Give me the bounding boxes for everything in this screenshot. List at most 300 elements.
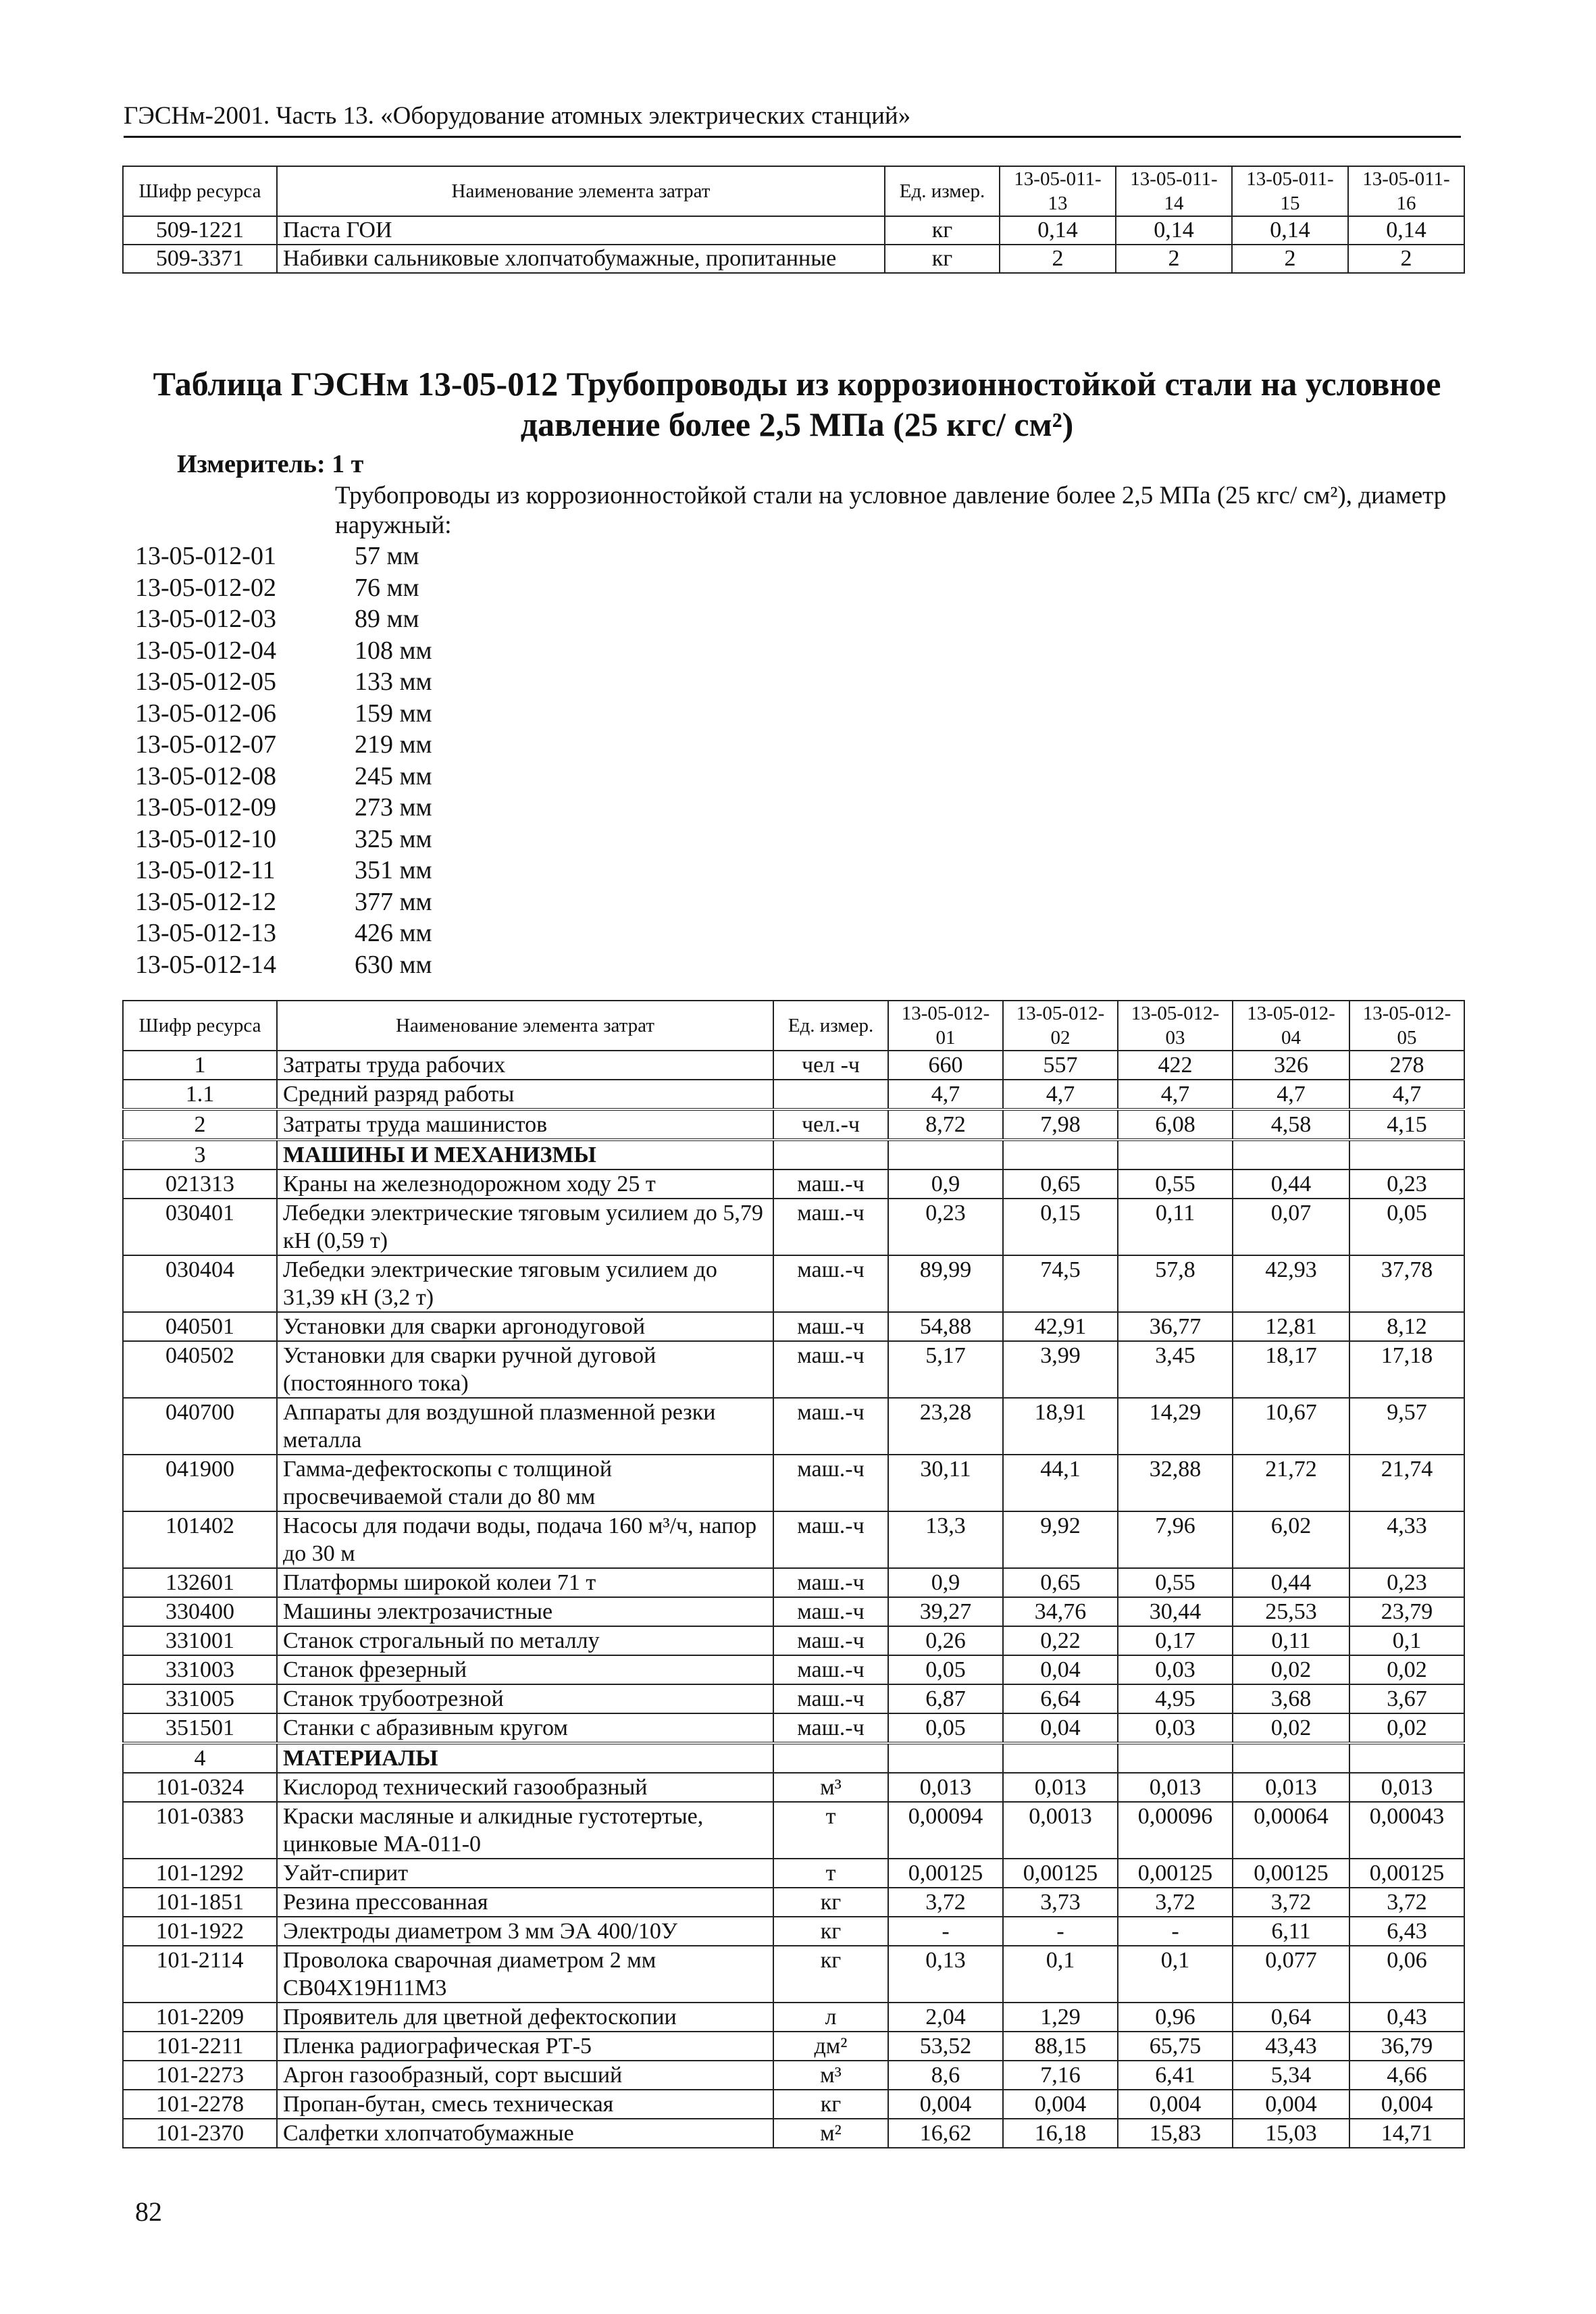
resource-value: 15,83 [1118,2119,1233,2148]
resource-value: 42,91 [1003,1312,1118,1341]
resource-unit: кг [773,1888,888,1917]
resource-code: 101-0324 [123,1773,277,1802]
resource-value: 5,34 [1233,2061,1349,2090]
pipe-diameter: 630 мм [355,950,432,979]
resource-value [888,1140,1003,1169]
resource-value: 0,14 [1116,216,1232,245]
pipe-diameter: 219 мм [355,730,432,759]
code-list-item [135,603,432,635]
col-header-value: 13-05-012-04 [1233,1001,1349,1051]
resource-value: 0,004 [1003,2090,1118,2119]
resource-value: 0,1 [1349,1626,1464,1655]
pipe-diameter: 89 мм [355,605,419,633]
table-row [123,245,1464,273]
resource-name: Пропан-бутан, смесь техническая [277,2090,773,2119]
resource-code: 509-3371 [123,245,277,273]
resource-value: 7,16 [1003,2061,1118,2090]
resource-value: 0,00125 [1118,1859,1233,1888]
table-row [123,216,1464,245]
resource-value: 3,67 [1349,1684,1464,1713]
resource-code: 101-1292 [123,1859,277,1888]
resource-value: 2 [1232,245,1348,273]
col-header-value: 13-05-011-16 [1348,166,1464,216]
resource-value: 422 [1118,1051,1233,1080]
resource-value [1233,1140,1349,1169]
resource-name: Гамма-дефектоскопы с толщиной просвечиваемой стали до 80 мм [277,1455,773,1511]
resource-name: Аргон газообразный, сорт высший [277,2061,773,2090]
col-header-value: 13-05-011-13 [1000,166,1116,216]
code-list-item [135,666,432,698]
resource-name: Машины электрозачистные [277,1597,773,1626]
resource-unit: маш.-ч [773,1455,888,1511]
resource-value: 13,3 [888,1511,1003,1568]
resource-value: 0,44 [1233,1568,1349,1597]
resource-value: 0,07 [1233,1199,1349,1255]
resource-value: 0,013 [1003,1773,1118,1802]
resource-value: 12,81 [1233,1312,1349,1341]
resource-unit: кг [885,245,1000,273]
resource-name: Лебедки электрические тяговым усилием до 5,79 кН (0,59 т) [277,1199,773,1255]
norm-code: 13-05-012-07 [135,730,276,759]
code-list-item [135,540,432,572]
resource-value: 0,02 [1349,1655,1464,1684]
resource-unit: маш.-ч [773,1713,888,1743]
resource-value: 0,00064 [1233,1802,1349,1859]
pipe-diameter: 133 мм [355,668,432,696]
col-header-code: Шифр ресурса [123,166,277,216]
resource-unit: маш.-ч [773,1684,888,1713]
resource-value: - [1003,1917,1118,1946]
resource-value: 17,18 [1349,1341,1464,1398]
resource-unit: маш.-ч [773,1199,888,1255]
resource-value: 0,9 [888,1568,1003,1597]
resource-value: 36,79 [1349,2032,1464,2061]
resource-value: 3,45 [1118,1341,1233,1398]
resource-value: 8,6 [888,2061,1003,2090]
resource-value: 4,15 [1349,1109,1464,1140]
resource-table [122,1000,1465,2148]
resource-name: МАШИНЫ И МЕХАНИЗМЫ [277,1140,773,1169]
resource-value: 0,43 [1349,2003,1464,2032]
resource-unit: чел -ч [773,1051,888,1080]
resource-value: 74,5 [1003,1255,1118,1312]
resource-unit: маш.-ч [773,1511,888,1568]
resource-unit: кг [773,1946,888,2003]
resource-name: Краны на железнодорожном ходу 25 т [277,1169,773,1199]
table-row [123,1051,1464,1080]
resource-value: 0,14 [1348,216,1464,245]
resource-value: 8,72 [888,1109,1003,1140]
resource-name: Станок трубоотрезной [277,1684,773,1713]
resource-value: 88,15 [1003,2032,1118,2061]
resource-value: 6,11 [1233,1917,1349,1946]
resource-value: 0,26 [888,1626,1003,1655]
resource-value: 4,7 [1118,1080,1233,1109]
pipe-diameter: 426 мм [355,919,432,947]
code-list-item [135,824,432,855]
resource-value: 0,11 [1233,1626,1349,1655]
resource-value: 326 [1233,1051,1349,1080]
resource-value: 0,00125 [1003,1859,1118,1888]
code-list-item [135,698,432,730]
resource-value: 0,00043 [1349,1802,1464,1859]
table-row [123,1773,1464,1802]
resource-code: 101-2278 [123,2090,277,2119]
table-row [123,1398,1464,1455]
resource-unit: маш.-ч [773,1597,888,1626]
resource-value: 0,013 [1118,1773,1233,1802]
resource-name: Резина прессованная [277,1888,773,1917]
resource-value: 0,23 [888,1199,1003,1255]
resource-name: Платформы широкой колеи 71 т [277,1568,773,1597]
resource-value: 42,93 [1233,1255,1349,1312]
table-title: Таблица ГЭСНм 13-05-012 Трубопроводы из коррозионностойкой стали на условное давление более 2,5 МПа (25 кгс/ см²) [153,365,1441,443]
code-list-item [135,635,432,667]
running-header: ГЭСНм-2001. Часть 13. «Оборудование атомных электрических станций» [124,101,1461,138]
resource-value: 0,13 [888,1946,1003,2003]
resource-code: 030401 [123,1199,277,1255]
resource-value: 0,65 [1003,1568,1118,1597]
resource-name: Проявитель для цветной дефектоскопии [277,2003,773,2032]
resource-unit: маш.-ч [773,1568,888,1597]
resource-code: 101-2114 [123,1946,277,2003]
page-number: 82 [135,2196,162,2227]
resource-code: 041900 [123,1455,277,1511]
table-row [123,1597,1464,1626]
resource-unit: т [773,1802,888,1859]
resource-code: 509-1221 [123,216,277,245]
resource-value: 3,99 [1003,1341,1118,1398]
resource-unit: маш.-ч [773,1398,888,1455]
pipe-diameter: 159 мм [355,699,432,728]
resource-unit: дм² [773,2032,888,2061]
resource-value: 6,08 [1118,1109,1233,1140]
resource-value: 1,29 [1003,2003,1118,2032]
norm-code: 13-05-012-14 [135,950,276,979]
resource-code: 101402 [123,1511,277,1568]
table-row [123,2119,1464,2148]
resource-code: 101-2273 [123,2061,277,2090]
resource-value: 89,99 [888,1255,1003,1312]
resource-value: 0,03 [1118,1655,1233,1684]
resource-value: 25,53 [1233,1597,1349,1626]
resource-value: 21,74 [1349,1455,1464,1511]
pipe-diameter: 377 мм [355,887,432,916]
resource-value: 278 [1349,1051,1464,1080]
resource-value: 54,88 [888,1312,1003,1341]
code-list-item [135,855,432,886]
resource-unit: маш.-ч [773,1341,888,1398]
resource-code: 101-0383 [123,1802,277,1859]
resource-value: 0,15 [1003,1199,1118,1255]
resource-code: 331003 [123,1655,277,1684]
resource-value: 4,66 [1349,2061,1464,2090]
resource-unit: м² [773,2119,888,2148]
resource-name: Пленка радиографическая РТ-5 [277,2032,773,2061]
code-list-item [135,572,432,604]
resource-value: 0,06 [1349,1946,1464,2003]
resource-value: 7,98 [1003,1109,1118,1140]
resource-value: 0,22 [1003,1626,1118,1655]
resource-value: 53,52 [888,2032,1003,2061]
resource-code: 040502 [123,1341,277,1398]
resource-value: 9,57 [1349,1398,1464,1455]
resource-value: 37,78 [1349,1255,1464,1312]
resource-value: 6,02 [1233,1511,1349,1568]
resource-value: 0,05 [888,1655,1003,1684]
resource-value: - [888,1917,1003,1946]
pipe-diameter: 76 мм [355,573,419,602]
pipe-diameter: 351 мм [355,856,432,884]
norm-code: 13-05-012-10 [135,824,276,853]
resource-value: 2 [1116,245,1232,273]
resource-value: 0,44 [1233,1169,1349,1199]
resource-value: 0,05 [1349,1199,1464,1255]
pipe-diameter: 325 мм [355,824,432,853]
table-row [123,2061,1464,2090]
col-header-value: 13-05-012-02 [1003,1001,1118,1051]
resource-code: 101-2209 [123,2003,277,2032]
resource-name: Паста ГОИ [277,216,885,245]
resource-value: 0,55 [1118,1568,1233,1597]
resource-value: 557 [1003,1051,1118,1080]
resource-value: 3,68 [1233,1684,1349,1713]
code-list-item [135,792,432,824]
resource-value: 0,02 [1349,1713,1464,1743]
norm-code: 13-05-012-03 [135,605,276,633]
resource-value: 0,03 [1118,1713,1233,1743]
resource-value: 0,004 [1233,2090,1349,2119]
resource-value: 0,1 [1118,1946,1233,2003]
resource-unit: маш.-ч [773,1655,888,1684]
resource-name: Кислород технический газообразный [277,1773,773,1802]
resource-code: 101-1851 [123,1888,277,1917]
resource-value: 0,00125 [1233,1859,1349,1888]
resource-name: Насосы для подачи воды, подача 160 м³/ч, напор до 30 м [277,1511,773,1568]
resource-value: 18,17 [1233,1341,1349,1398]
resource-value: 0,14 [1232,216,1348,245]
resource-value: 0,11 [1118,1199,1233,1255]
resource-value: 30,44 [1118,1597,1233,1626]
resource-unit: л [773,2003,888,2032]
resource-value: 4,7 [1233,1080,1349,1109]
resource-value: 15,03 [1233,2119,1349,2148]
col-header-code: Шифр ресурса [123,1001,277,1051]
resource-value: 21,72 [1233,1455,1349,1511]
resource-unit: маш.-ч [773,1626,888,1655]
table-header-row [123,166,1464,216]
resource-value [1003,1140,1118,1169]
table-row [123,1455,1464,1511]
resource-value: 2,04 [888,2003,1003,2032]
norm-code: 13-05-012-01 [135,542,276,570]
resource-value: 18,91 [1003,1398,1118,1455]
resource-name: Краски масляные и алкидные густотертые, цинковые МА-011-0 [277,1802,773,1859]
table-row [123,1255,1464,1312]
pipe-diameter: 108 мм [355,636,432,665]
resource-value: 0,013 [888,1773,1003,1802]
table-row [123,1511,1464,1568]
resource-value: 39,27 [888,1597,1003,1626]
resource-value: 4,95 [1118,1684,1233,1713]
resource-value: 14,71 [1349,2119,1464,2148]
table-row [123,2090,1464,2119]
resource-unit: м³ [773,1773,888,1802]
table-row [123,1169,1464,1199]
resource-code: 040700 [123,1398,277,1455]
resource-value: 6,87 [888,1684,1003,1713]
resource-value: 0,013 [1349,1773,1464,1802]
resource-value [1118,1140,1233,1169]
col-header-name: Наименование элемента затрат [277,1001,773,1051]
resource-value: 0,96 [1118,2003,1233,2032]
resource-value [1349,1743,1464,1773]
pipe-diameter: 245 мм [355,761,432,790]
resource-value [1233,1743,1349,1773]
resource-code: 030404 [123,1255,277,1312]
resource-name: Лебедки электрические тяговым усилием до 31,39 кН (3,2 т) [277,1255,773,1312]
resource-code: 132601 [123,1568,277,1597]
resource-value: 0,00094 [888,1802,1003,1859]
table-row [123,1080,1464,1109]
resource-unit: чел.-ч [773,1109,888,1140]
resource-code: 021313 [123,1169,277,1199]
resource-value: 16,18 [1003,2119,1118,2148]
resource-name: Станок фрезерный [277,1655,773,1684]
resource-value: 0,23 [1349,1568,1464,1597]
resource-value [1118,1743,1233,1773]
norm-code: 13-05-012-09 [135,793,276,822]
resource-value: 4,7 [1003,1080,1118,1109]
resource-unit: маш.-ч [773,1312,888,1341]
resource-value: 0,1 [1003,1946,1118,2003]
resource-value: 0,02 [1233,1655,1349,1684]
resource-value: 2 [1000,245,1116,273]
resource-unit: маш.-ч [773,1169,888,1199]
resource-name: Установки для сварки аргонодуговой [277,1312,773,1341]
resource-value: 0,14 [1000,216,1116,245]
resource-value: 0,65 [1003,1169,1118,1199]
resource-code: 040501 [123,1312,277,1341]
norm-code: 13-05-012-02 [135,573,276,602]
resource-value: 57,8 [1118,1255,1233,1312]
resource-code: 351501 [123,1713,277,1743]
col-header-value: 13-05-012-03 [1118,1001,1233,1051]
resource-value: 3,73 [1003,1888,1118,1917]
table-header-row [123,1001,1464,1051]
norm-code: 13-05-012-04 [135,636,276,665]
resource-value: 0,17 [1118,1626,1233,1655]
table-row [123,1568,1464,1597]
resource-value: 6,41 [1118,2061,1233,2090]
table-row [123,1140,1464,1169]
resource-name: Набивки сальниковые хлопчатобумажные, пропитанные [277,245,885,273]
continuation-table [122,166,1465,274]
resource-code: 3 [123,1140,277,1169]
resource-unit: кг [885,216,1000,245]
resource-unit [773,1140,888,1169]
pipe-diameter: 273 мм [355,793,432,822]
resource-value: 7,96 [1118,1511,1233,1568]
resource-value [888,1743,1003,1773]
resource-code: 2 [123,1109,277,1140]
resource-value: 4,7 [888,1080,1003,1109]
resource-value: 8,12 [1349,1312,1464,1341]
resource-unit [773,1743,888,1773]
col-header-unit: Ед. измер. [885,166,1000,216]
resource-value: 0,9 [888,1169,1003,1199]
resource-value: 2 [1348,245,1464,273]
table-row [123,2032,1464,2061]
table-row [123,1312,1464,1341]
resource-value: 44,1 [1003,1455,1118,1511]
resource-code: 101-1922 [123,1917,277,1946]
col-header-value: 13-05-012-01 [888,1001,1003,1051]
resource-name: Установки для сварки ручной дуговой (постоянного тока) [277,1341,773,1398]
norm-code: 13-05-012-08 [135,761,276,790]
table-row [123,1655,1464,1684]
resource-code: 1.1 [123,1080,277,1109]
resource-value [1349,1140,1464,1169]
resource-value: 660 [888,1051,1003,1080]
resource-unit [773,1080,888,1109]
resource-value: 5,17 [888,1341,1003,1398]
resource-unit: т [773,1859,888,1888]
resource-unit: маш.-ч [773,1255,888,1312]
norm-code: 13-05-012-05 [135,668,276,696]
measure-unit: Измеритель: 1 т [177,450,364,478]
table-row [123,1626,1464,1655]
resource-name: Затраты труда машинистов [277,1109,773,1140]
resource-name: Средний разряд работы [277,1080,773,1109]
norm-code: 13-05-012-12 [135,887,276,916]
resource-unit: кг [773,1917,888,1946]
resource-value: 4,7 [1349,1080,1464,1109]
resource-value: 32,88 [1118,1455,1233,1511]
resource-name: Станок строгальный по металлу [277,1626,773,1655]
resource-value: 0,04 [1003,1713,1118,1743]
resource-value: 65,75 [1118,2032,1233,2061]
resource-name: Затраты труда рабочих [277,1051,773,1080]
col-header-value: 13-05-012-05 [1349,1001,1464,1051]
code-list-item [135,886,432,918]
resource-value: 3,72 [1233,1888,1349,1917]
resource-value: 0,004 [1118,2090,1233,2119]
table-row [123,1684,1464,1713]
table-row [123,1341,1464,1398]
col-header-value: 13-05-011-14 [1116,166,1232,216]
resource-value: 0,00125 [888,1859,1003,1888]
resource-value: 0,00125 [1349,1859,1464,1888]
norm-code: 13-05-012-13 [135,919,276,947]
pipe-diameter: 57 мм [355,542,419,570]
table-row [123,1109,1464,1140]
norm-code: 13-05-012-11 [135,856,276,884]
resource-value: 4,33 [1349,1511,1464,1568]
resource-unit: м³ [773,2061,888,2090]
table-row [123,1743,1464,1773]
resource-value: 3,72 [1118,1888,1233,1917]
resource-value: 0,004 [888,2090,1003,2119]
code-list-item [135,917,432,949]
table-row [123,1946,1464,2003]
resource-value: 14,29 [1118,1398,1233,1455]
resource-value: 0,004 [1349,2090,1464,2119]
resource-value: 3,72 [1349,1888,1464,1917]
table-row [123,1888,1464,1917]
resource-name: МАТЕРИАЛЫ [277,1743,773,1773]
resource-code: 101-2211 [123,2032,277,2061]
